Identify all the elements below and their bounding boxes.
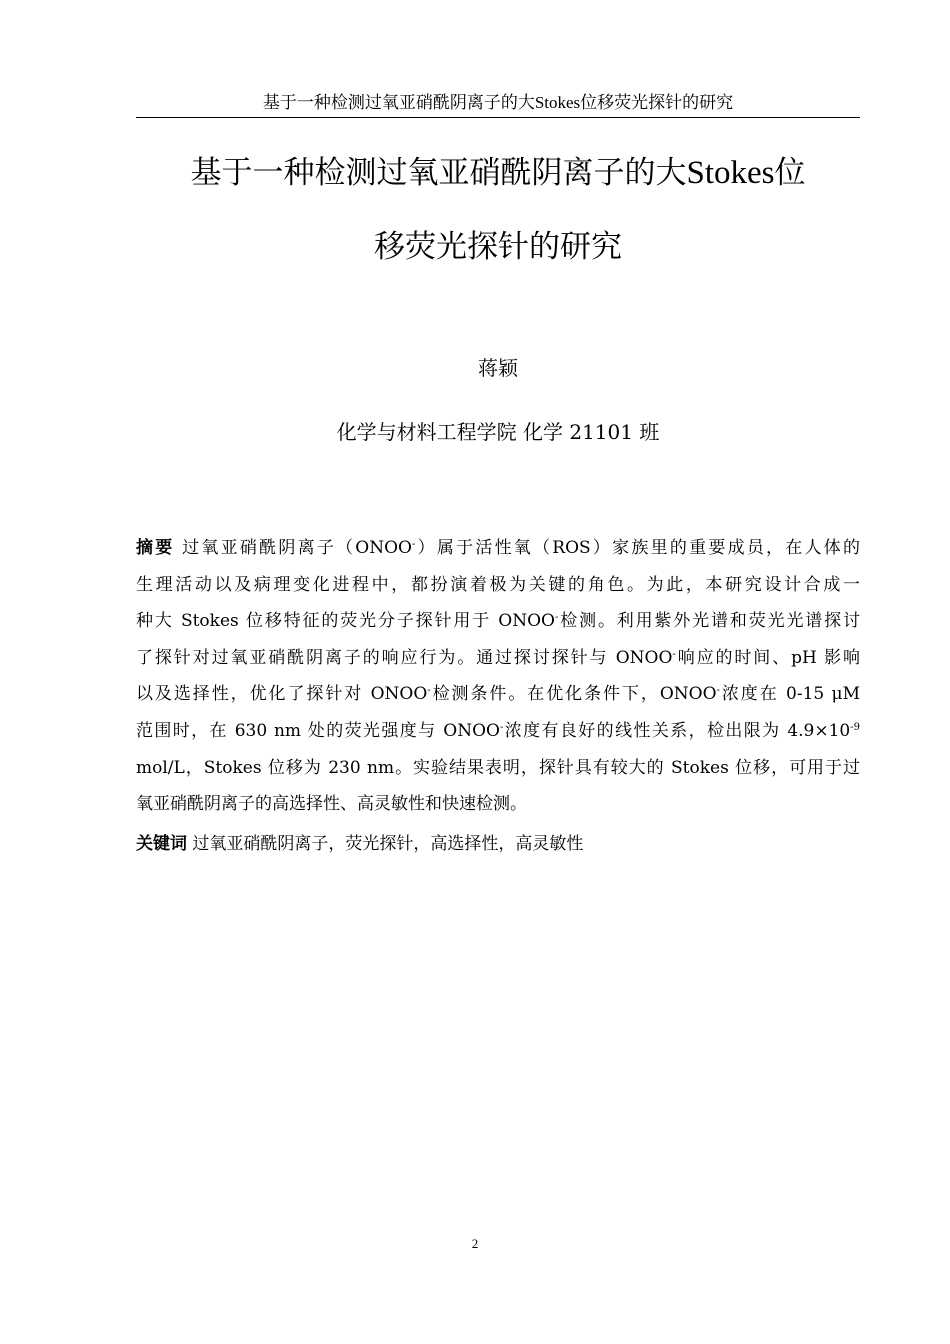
- abstract-text: 检测。利用紫外光谱和荧光光谱探讨: [558, 611, 860, 632]
- superscript: -9: [850, 721, 860, 733]
- header-rule: [136, 117, 860, 118]
- keywords: [136, 826, 860, 862]
- abstract-line: [136, 676, 860, 713]
- abstract-text: 浓度有良好的线性关系，检出限为 4.9×10: [503, 720, 851, 741]
- page-number: 2: [471, 1236, 479, 1251]
- title-line-1-latin: Stokes: [686, 155, 775, 191]
- abstract-line: 氧亚硝酰阴离子的高选择性、高灵敏性和快速检测。: [136, 794, 527, 815]
- abstract-text: 浓度在 0-15 μM: [719, 684, 860, 705]
- abstract-line: mol/L，Stokes 位移为 230 nm。实验结果表明，探针具有较大的 Stokes 位移，可用于过: [136, 757, 860, 778]
- superscript: -: [427, 685, 431, 697]
- abstract-text: 了探针对过氧亚硝酰阴离子的响应行为。通过探讨探针与 ONOO: [136, 647, 673, 668]
- superscript: -: [716, 685, 720, 697]
- abstract-text: 种大 Stokes 位移特征的荧光分子探针用于 ONOO: [136, 611, 555, 632]
- paper-title: [136, 136, 860, 284]
- keywords-label: 关键词: [136, 834, 187, 854]
- title-line-1: [136, 136, 860, 210]
- abstract: [136, 530, 860, 823]
- abstract-line: [136, 640, 860, 677]
- author-name: 蒋颖: [478, 356, 518, 380]
- abstract-line: [136, 530, 860, 567]
- title-line-1-cjk: 基于一种检测过氧亚硝酰阴离子的大: [190, 155, 687, 191]
- abstract-text: 过氧亚硝酰阴离子（ONOO: [182, 538, 412, 558]
- superscript: -: [411, 539, 416, 550]
- abstract-text: 以及选择性，优化了探针对 ONOO: [136, 684, 428, 705]
- abstract-label: 摘要: [136, 538, 175, 558]
- superscript: -: [499, 721, 504, 733]
- abstract-text: 响应的时间、pH 影响: [675, 647, 860, 668]
- author-affiliation: 化学与材料工程学院 化学 21101 班: [336, 420, 660, 444]
- superscript: -: [672, 648, 676, 660]
- abstract-line: [136, 713, 860, 750]
- abstract-text: ）属于活性氧（ROS）家族里的重要成员，在人体的: [415, 538, 861, 558]
- title-line-1-tail: 位: [774, 155, 806, 191]
- abstract-text: 范围时，在 630 nm 处的荧光强度与 ONOO: [136, 720, 500, 741]
- abstract-line: [136, 603, 860, 640]
- abstract-line: 生理活动以及病理变化进程中，都扮演着极为关键的角色。为此，本研究设计合成一: [136, 574, 860, 595]
- keywords-text: 过氧亚硝酰阴离子，荧光探针，高选择性，高灵敏性: [192, 834, 584, 854]
- running-header: 基于一种检测过氧亚硝酰阴离子的大Stokes位移荧光探针的研究: [262, 93, 734, 112]
- title-line-2: 移荧光探针的研究: [374, 229, 622, 265]
- abstract-text: 检测条件。在优化条件下，ONOO: [430, 684, 717, 705]
- superscript: -: [555, 612, 559, 624]
